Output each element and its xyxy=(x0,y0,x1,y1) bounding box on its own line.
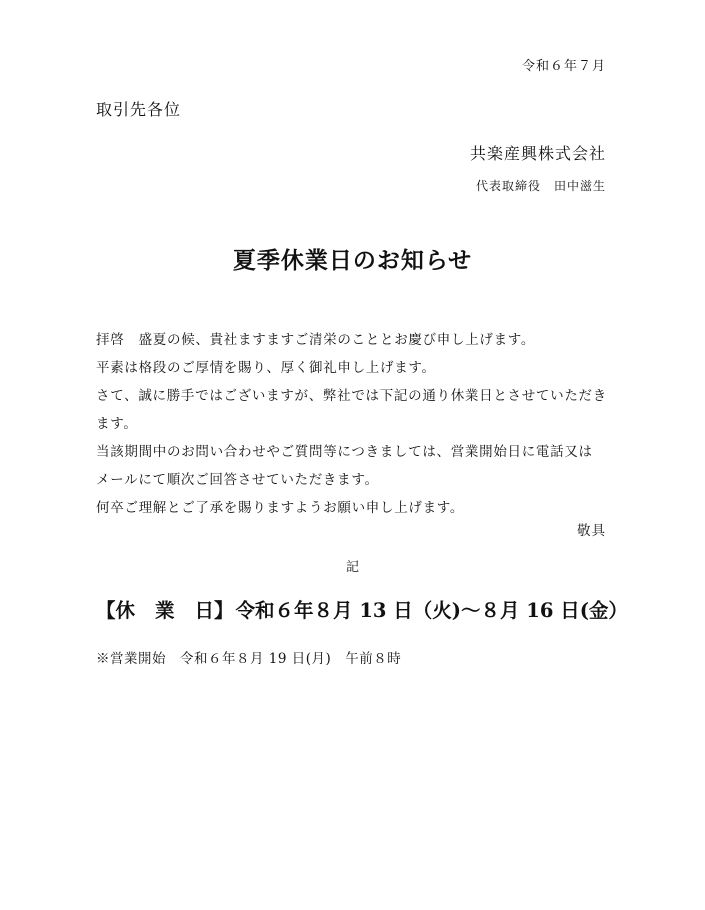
document-date: 令和６年７月 xyxy=(521,59,606,74)
body-line-announcement-end: ます。 xyxy=(96,416,138,432)
body-line-announcement: さて、誠に勝手ではございますが、弊社では下記の通り休業日とさせていただき xyxy=(96,388,607,404)
notice-title: 夏季休業日のお知らせ xyxy=(232,247,473,274)
body-line-inquiries-end: メールにて順次ご回答させていただきます。 xyxy=(96,472,379,488)
holiday-label-open: 【休 xyxy=(96,599,136,622)
body-line-request: 何卒ご理解とご了承を賜りますようお願い申し上げます。 xyxy=(96,500,465,516)
holiday-period xyxy=(96,595,656,627)
representative-name: 代表取締役 田中滋生 xyxy=(475,179,606,193)
business-resume-note: ※営業開始 令和６年８月 19 日(月) 午前８時 xyxy=(96,651,402,667)
company-name: 共楽産興株式会社 xyxy=(469,144,606,163)
notice-body xyxy=(96,326,606,522)
closing-keigu: 敬具 xyxy=(577,523,606,539)
body-line-greeting: 拝啓 盛夏の候、貴社ますますご清栄のこととお慶び申し上げます。 xyxy=(96,332,536,348)
recipient-line: 取引先各位 xyxy=(96,100,182,119)
ki-heading: 記 xyxy=(345,560,359,575)
body-line-thanks: 平素は格段のご厚情を賜り、厚く御礼申し上げます。 xyxy=(96,360,436,376)
holiday-label-middle: 業 xyxy=(155,599,175,622)
holiday-label-close: 日】 xyxy=(194,599,234,622)
holiday-label xyxy=(96,595,234,627)
holiday-range: 令和６年８月 13 日（火)〜８月 16 日(金） xyxy=(235,599,628,622)
body-line-inquiries: 当該期間中のお問い合わせやご質問等につきましては、営業開始日に電話又は xyxy=(96,444,593,460)
